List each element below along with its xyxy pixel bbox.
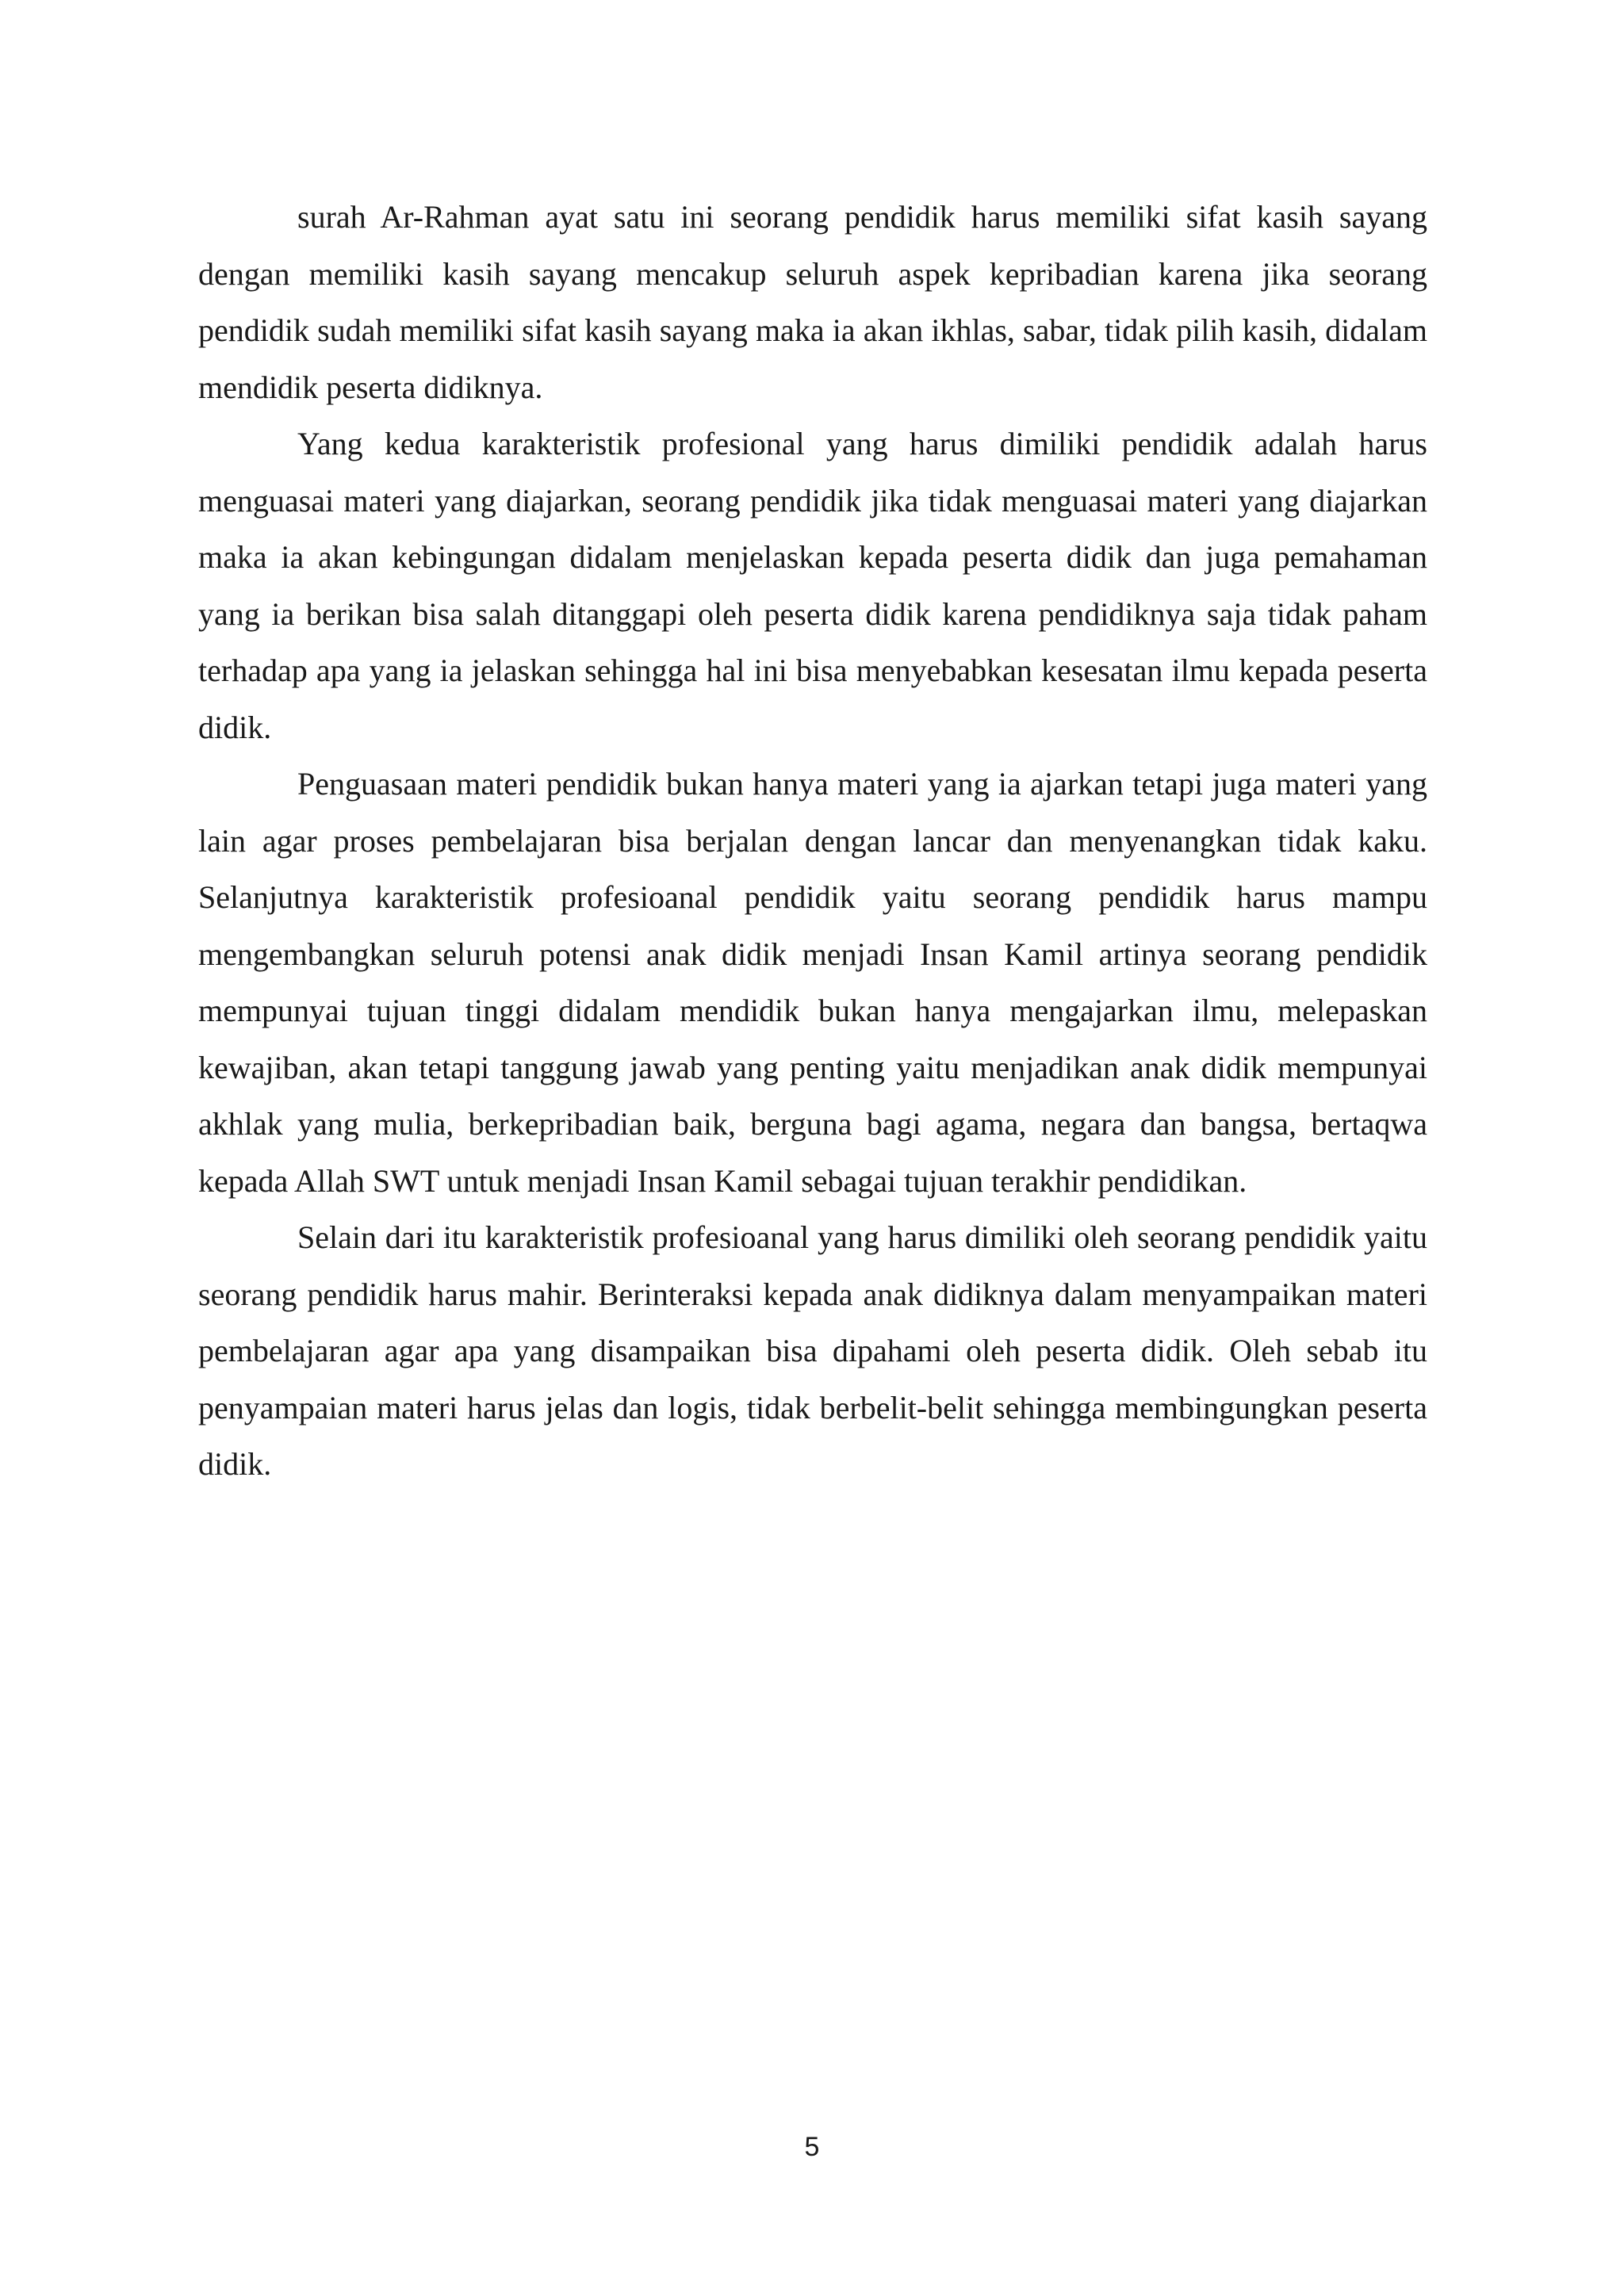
paragraph-4: Selain dari itu karakteristik profesioanal yang harus dimiliki oleh seorang pendidik yaitu seorang pendidik harus mahir. Berinteraksi kepada anak didiknya dalam menyampaikan materi pembelajaran agar apa yang disampaikan bisa dipahami oleh peserta didik. Oleh sebab itu penyampaian materi harus jelas dan logis, tidak berbelit-belit sehingga membingungkan peserta didik. — [198, 1219, 1427, 1482]
body-text — [198, 189, 1427, 1493]
page-number: 5 — [804, 2132, 820, 2162]
paragraph-3: Penguasaan materi pendidik bukan hanya materi yang ia ajarkan tetapi juga materi yang lain agar proses pembelajaran bisa berjalan dengan lancar dan menyenangkan tidak kaku. Selanjutnya karakteristik profesioanal pendidik yaitu seorang pendidik harus mampu mengembangkan seluruh potensi anak didik menjadi Insan Kamil artinya seorang pendidik mempunyai tujuan tinggi didalam mendidik bukan hanya mengajarkan ilmu, melepaskan kewajiban, akan tetapi tanggung jawab yang penting yaitu menjadikan anak didik mempunyai akhlak yang mulia, berkepribadian baik, berguna bagi agama, negara dan bangsa, bertaqwa kepada Allah SWT untuk menjadi Insan Kamil sebagai tujuan terakhir pendidikan. — [198, 766, 1427, 1199]
paragraph-1: surah Ar-Rahman ayat satu ini seorang pendidik harus memiliki sifat kasih sayang dengan memiliki kasih sayang mencakup seluruh aspek kepribadian karena jika seorang pendidik sudah memiliki sifat kasih sayang maka ia akan ikhlas, sabar, tidak pilih kasih, didalam mendidik peserta didiknya. — [198, 199, 1427, 405]
paragraph-2: Yang kedua karakteristik profesional yang harus dimiliki pendidik adalah harus menguasai materi yang diajarkan, seorang pendidik jika tidak menguasai materi yang diajarkan maka ia akan kebingungan didalam menjelaskan kepada peserta didik dan juga pemahaman yang ia berikan bisa salah ditanggapi oleh peserta didik karena pendidiknya saja tidak paham terhadap apa yang ia jelaskan sehingga hal ini bisa menyebabkan kesesatan ilmu kepada peserta didik. — [198, 426, 1427, 745]
